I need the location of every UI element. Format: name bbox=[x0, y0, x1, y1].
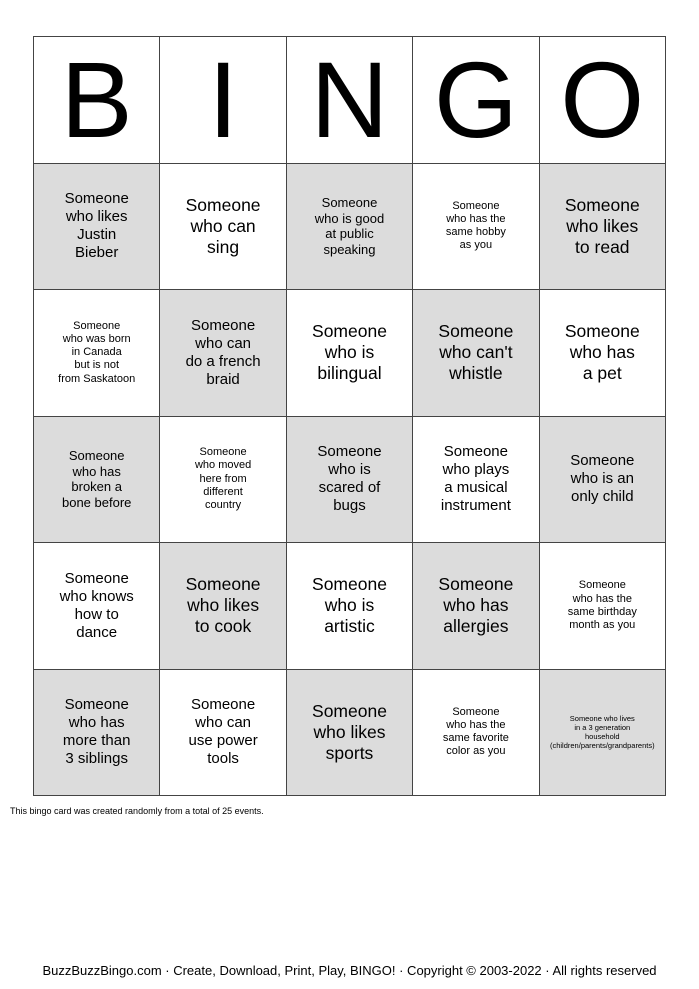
bingo-cell-i-1: Someone who can sing bbox=[160, 164, 286, 291]
bingo-cell-o-4: Someone who has the same birthday month as you bbox=[540, 543, 666, 670]
bingo-cell-n-3: Someone who is scared of bugs bbox=[287, 417, 413, 544]
bingo-cell-g-5: Someone who has the same favorite color as you bbox=[413, 670, 539, 797]
bingo-cell-i-4: Someone who likes to cook bbox=[160, 543, 286, 670]
header-letter-i: I bbox=[160, 37, 286, 164]
bingo-cell-i-2: Someone who can do a french braid bbox=[160, 290, 286, 417]
bingo-cell-n-2: Someone who is bilingual bbox=[287, 290, 413, 417]
bingo-cell-n-5: Someone who likes sports bbox=[287, 670, 413, 797]
bingo-cell-o-2: Someone who has a pet bbox=[540, 290, 666, 417]
header-letter-g: G bbox=[413, 37, 539, 164]
bingo-cell-o-1: Someone who likes to read bbox=[540, 164, 666, 291]
bingo-cell-g-4: Someone who has allergies bbox=[413, 543, 539, 670]
bingo-cell-b-5: Someone who has more than 3 siblings bbox=[34, 670, 160, 797]
bingo-cell-o-5: Someone who lives in a 3 generation household (children/parents/grandparents) bbox=[540, 670, 666, 797]
bingo-cell-b-2: Someone who was born in Canada but is not from Saskatoon bbox=[34, 290, 160, 417]
bingo-cell-g-3: Someone who plays a musical instrument bbox=[413, 417, 539, 544]
bingo-cell-g-1: Someone who has the same hobby as you bbox=[413, 164, 539, 291]
header-letter-o: O bbox=[540, 37, 666, 164]
site-footer: BuzzBuzzBingo.com · Create, Download, Print, Play, BINGO! · Copyright © 2003-2022 · All rights reserved bbox=[42, 963, 657, 978]
bingo-cell-i-3: Someone who moved here from different country bbox=[160, 417, 286, 544]
bingo-cell-b-1: Someone who likes Justin Bieber bbox=[34, 164, 160, 291]
header-letter-n: N bbox=[287, 37, 413, 164]
bingo-cell-b-4: Someone who knows how to dance bbox=[34, 543, 160, 670]
bingo-cell-g-2: Someone who can't whistle bbox=[413, 290, 539, 417]
bingo-cell-i-5: Someone who can use power tools bbox=[160, 670, 286, 797]
bingo-card bbox=[33, 36, 666, 796]
bingo-cell-n-1: Someone who is good at public speaking bbox=[287, 164, 413, 291]
bingo-cell-n-4: Someone who is artistic bbox=[287, 543, 413, 670]
header-letter-b: B bbox=[34, 37, 160, 164]
bingo-cell-o-3: Someone who is an only child bbox=[540, 417, 666, 544]
bingo-cell-b-3: Someone who has broken a bone before bbox=[34, 417, 160, 544]
card-note: This bingo card was created randomly from a total of 25 events. bbox=[10, 806, 264, 816]
